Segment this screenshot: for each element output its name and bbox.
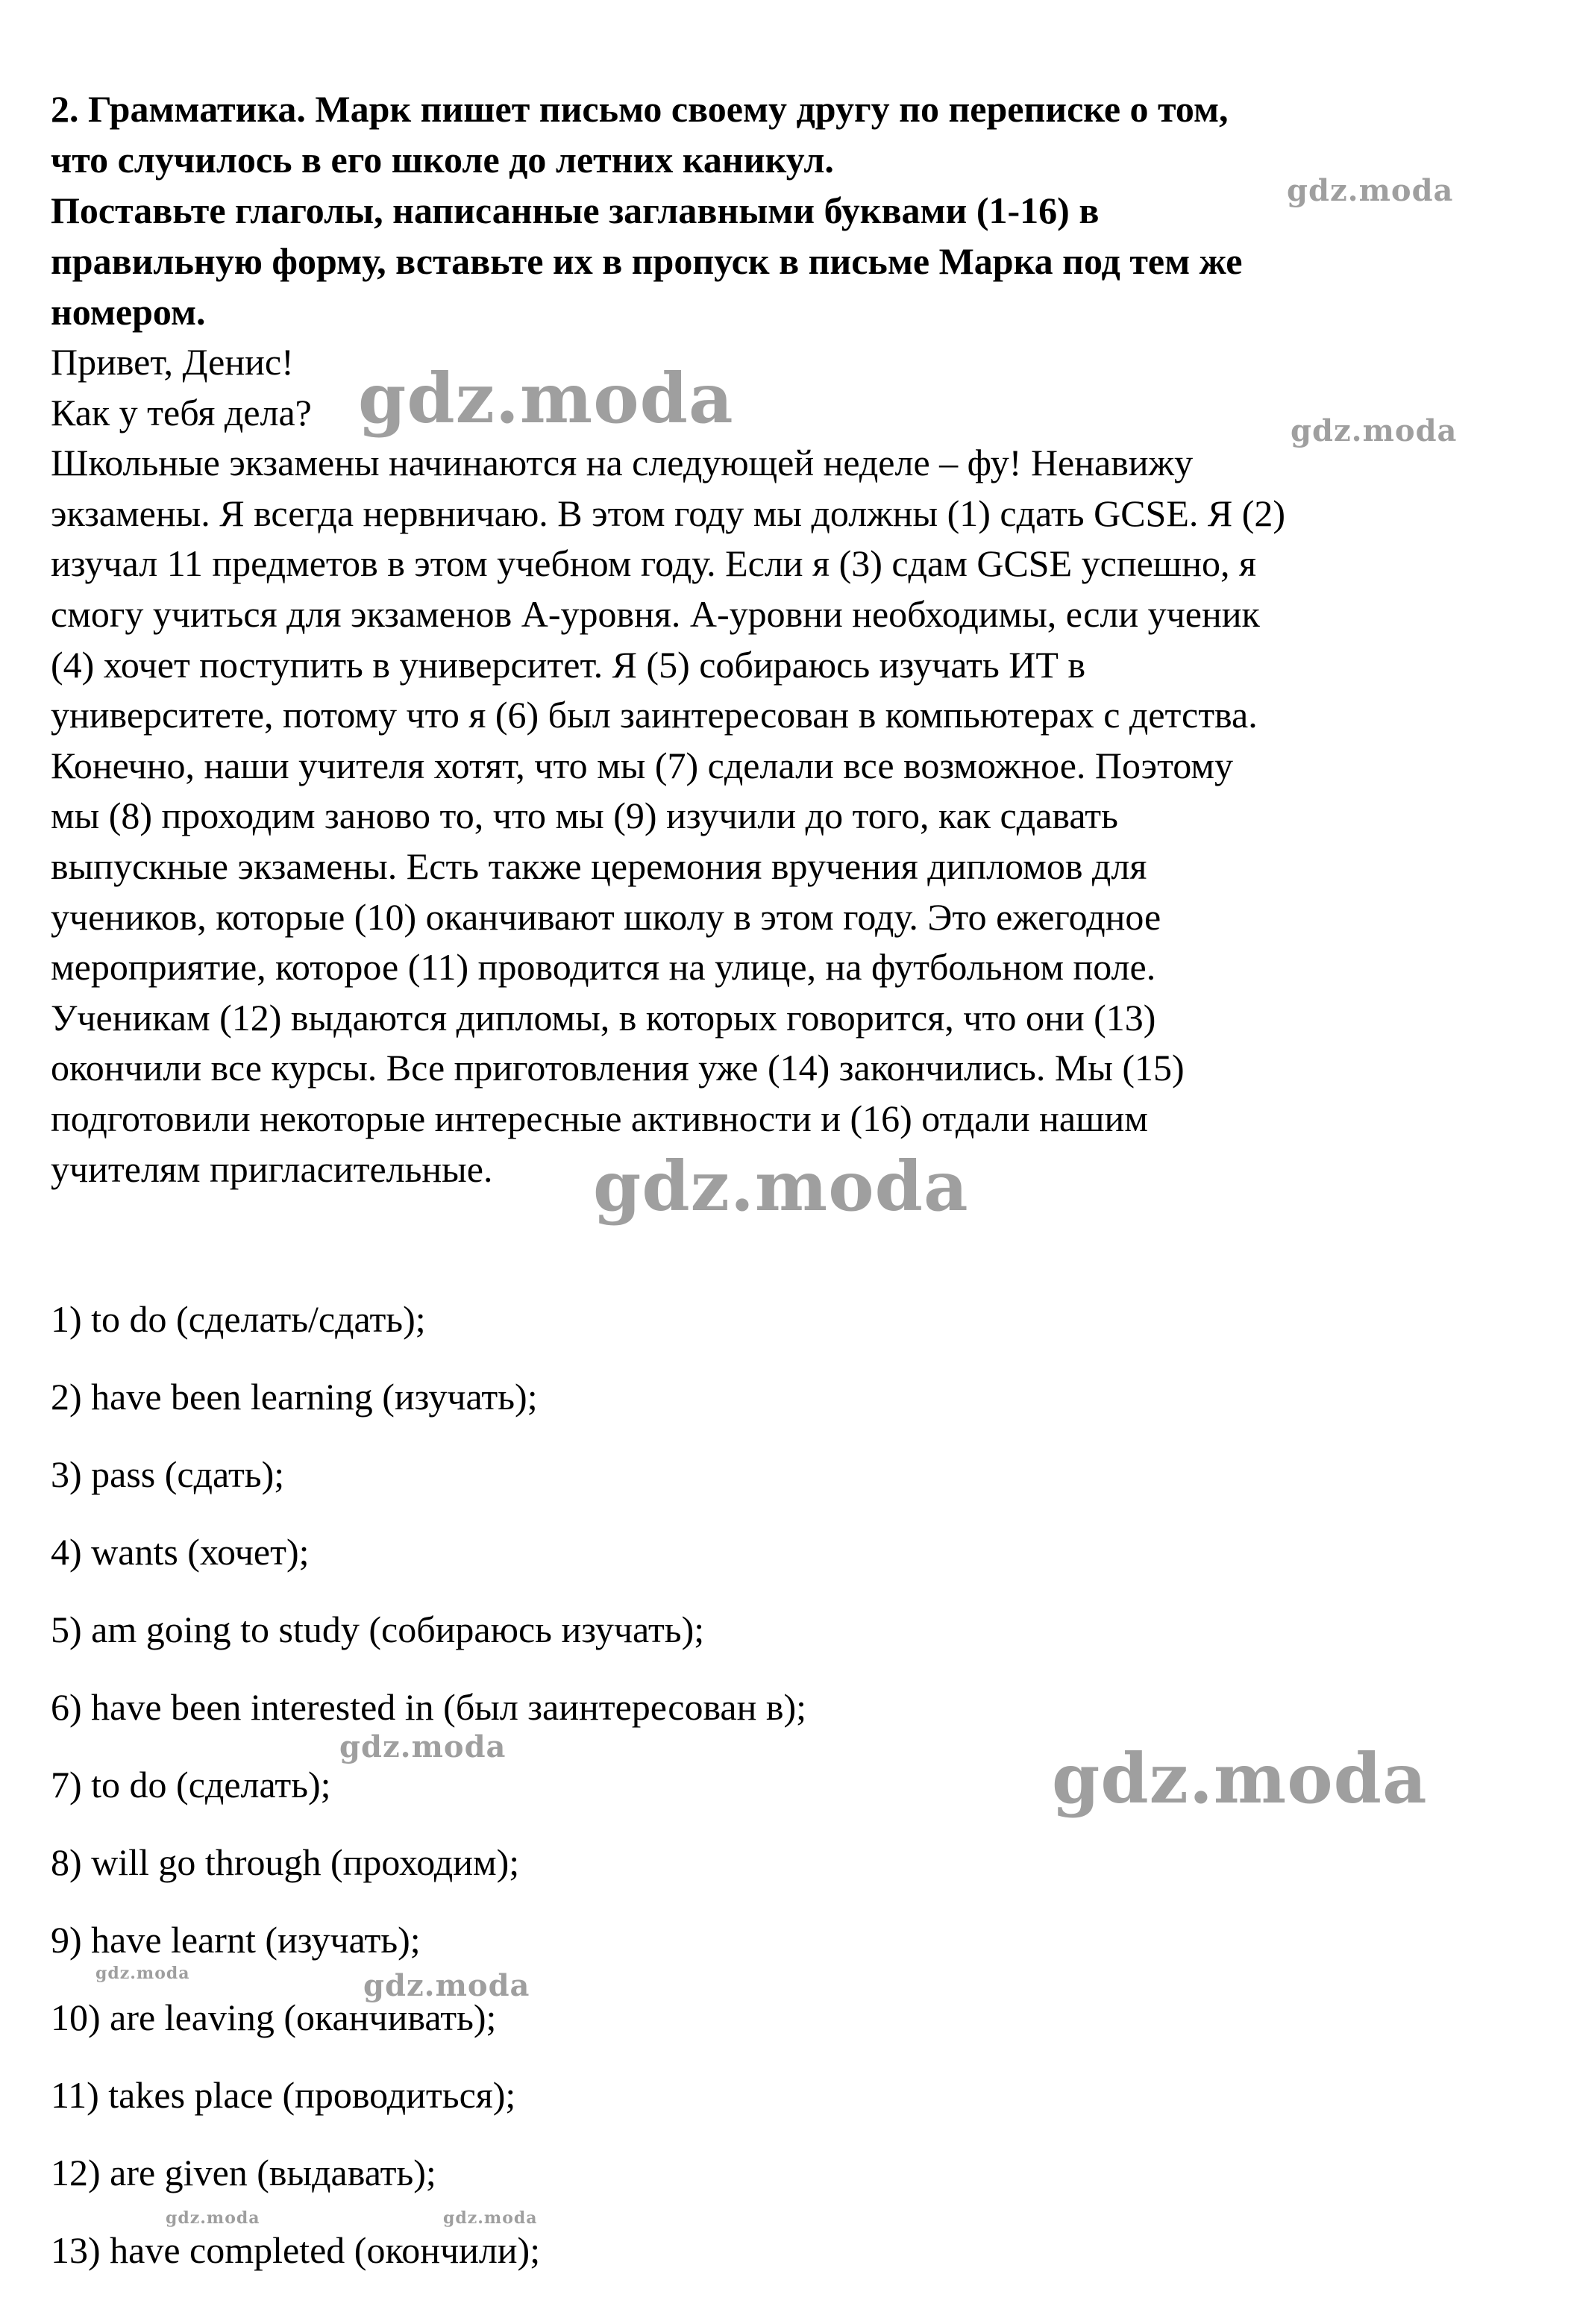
- answer-item: 7) to do (сделать);: [51, 1764, 331, 1805]
- letter-line: Конечно, наши учителя хотят, что мы (7) сделали все возможное. Поэтому: [51, 744, 1233, 786]
- letter-line: университете, потому что я (6) был заинтересован в компьютерах с детства.: [51, 694, 1258, 736]
- letter-line: учителям пригласительные.: [51, 1147, 493, 1190]
- letter-line: окончили все курсы. Все приготовления уже (14) закончились. Мы (15): [51, 1047, 1185, 1089]
- letter-text: [51, 337, 1513, 1194]
- answer-item: 4) wants (хочет);: [51, 1531, 310, 1573]
- task-heading-line-5: номером.: [51, 291, 206, 333]
- answer-item: 12) are given (выдавать);: [51, 2152, 436, 2193]
- answer-item: 11) takes place (проводиться);: [51, 2074, 516, 2116]
- answer-item: 8) will go through (проходим);: [51, 1841, 520, 1883]
- answer-item: 6) have been interested in (был заинтересован в);: [51, 1686, 806, 1728]
- watermark: gdz.moda: [363, 1968, 530, 2003]
- answer-item: 10) are leaving (оканчивать);: [51, 1996, 497, 2038]
- watermark: gdz.moda: [358, 358, 734, 439]
- letter-line: Ученикам (12) выдаются дипломы, в которых говорится, что они (13): [51, 996, 1156, 1039]
- watermark: gdz.moda: [593, 1146, 969, 1227]
- letter-line: мероприятие, которое (11) проводится на улице, на футбольном поле.: [51, 946, 1156, 989]
- letter-line: изучал 11 предметов в этом учебном году. Если я (3) сдам GCSE успешно, я: [51, 542, 1257, 585]
- letter-line: мы (8) проходим заново то, что мы (9) изучили до того, как сдавать: [51, 795, 1118, 837]
- answer-item: 1) to do (сделать/сдать);: [51, 1298, 426, 1340]
- answer-item: 3) pass (сдать);: [51, 1453, 285, 1495]
- letter-line: Школьные экзамены начинаются на следующей неделе – фу! Ненавижу: [51, 442, 1194, 484]
- watermark: gdz.moda: [443, 2208, 538, 2228]
- answer-item: 13) have completed (окончили);: [51, 2229, 541, 2271]
- watermark: gdz.moda: [339, 1729, 507, 1764]
- watermark: gdz.moda: [1287, 173, 1454, 208]
- task-heading-line-2: что случилось в его школе до летних каникул.: [51, 139, 834, 181]
- answer-item: 5) am going to study (собираюсь изучать);: [51, 1609, 705, 1650]
- watermark: gdz.moda: [1052, 1738, 1428, 1819]
- answer-list: [51, 1297, 1513, 2305]
- letter-line: экзамены. Я всегда нервничаю. В этом году мы должны (1) сдать GCSE. Я (2): [51, 492, 1286, 534]
- task-heading: [51, 84, 1513, 337]
- letter-line: смогу учиться для экзаменов А-уровня. А-уровни необходимы, если ученик: [51, 592, 1260, 635]
- letter-line: подготовили некоторые интересные активности и (16) отдали нашим: [51, 1097, 1148, 1139]
- task-heading-line-3: Поставьте глаголы, написанные заглавными буквами (1-16) в: [51, 190, 1100, 231]
- letter-line: выпускные экзамены. Есть также церемония вручения дипломов для: [51, 845, 1147, 887]
- watermark: gdz.moda: [1291, 413, 1458, 448]
- letter-greeting: Привет, Денис!: [51, 341, 294, 383]
- task-heading-line-4: правильную форму, вставьте их в пропуск в письме Марка под тем же: [51, 240, 1243, 282]
- letter-question: Как у тебя дела?: [51, 391, 312, 433]
- watermark: gdz.moda: [95, 1964, 190, 1983]
- document-page: [51, 84, 1513, 1194]
- letter-line: (4) хочет поступить в университет. Я (5) собираюсь изучать ИТ в: [51, 643, 1086, 686]
- watermark: gdz.moda: [166, 2208, 260, 2228]
- task-heading-line-1: 2. Грамматика. Марк пишет письмо своему другу по переписке о том,: [51, 88, 1229, 130]
- answer-item: 2) have been learning (изучать);: [51, 1376, 538, 1418]
- letter-line: учеников, которые (10) оканчивают школу в этом году. Это ежегодное: [51, 895, 1161, 938]
- answer-item: 9) have learnt (изучать);: [51, 1919, 421, 1961]
